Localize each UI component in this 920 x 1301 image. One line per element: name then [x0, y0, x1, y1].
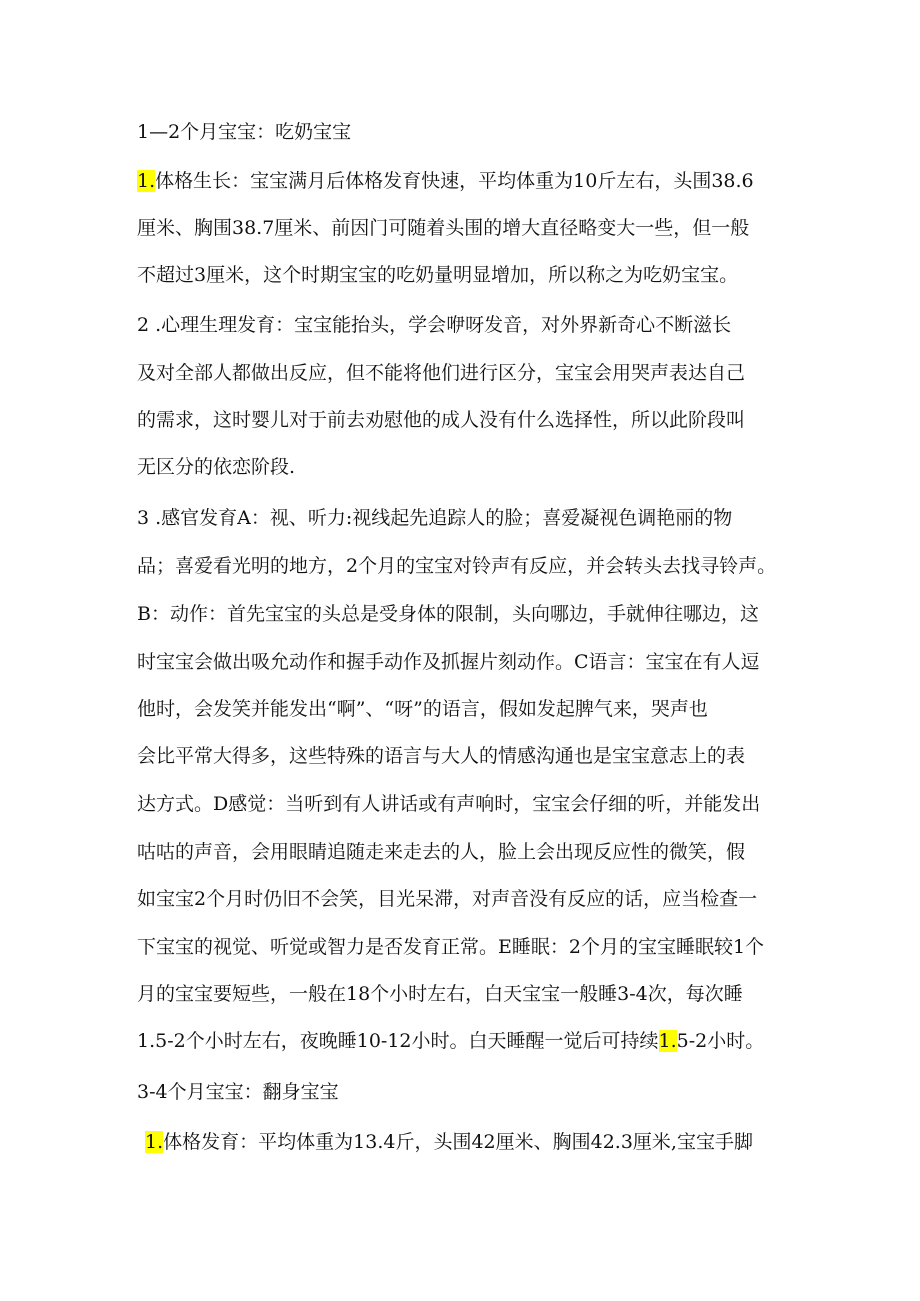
- paragraph-line: B：动作：首先宝宝的头总是受身体的限制，头向哪边，手就伸往哪边，这: [137, 603, 759, 625]
- paragraph-line: 下宝宝的视觉、听觉或智力是否发育正常。E睡眠：2个月的宝宝睡眠较1个: [137, 936, 765, 958]
- highlighted-number: 1.: [658, 1030, 677, 1052]
- paragraph-line: 1.体格生长：宝宝满月后体格发育快速，平均体重为10斤左右，头围38.6: [137, 170, 754, 192]
- highlighted-number: 1.: [145, 1131, 164, 1153]
- paragraph-line: 的需求，这时婴儿对于前去劝慰他的成人没有什么选择性，所以此阶段叫: [137, 409, 746, 431]
- paragraph-line: 时宝宝会做出吸允动作和握手动作及抓握片刻动作。C语言：宝宝在有人逗: [137, 651, 760, 673]
- paragraph-line: 他时，会发笑并能发出“啊”、“呀”的语言，假如发起脾气来，哭声也: [137, 698, 708, 720]
- paragraph-line: 月的宝宝要短些，一般在18个小时左右，白天宝宝一般睡3-4次，每次睡: [137, 983, 743, 1005]
- paragraph-line: 1.体格发育：平均体重为13.4斤，头围42厘米、胸围42.3厘米,宝宝手脚: [145, 1131, 753, 1153]
- section-heading-3-4-months: 3-4个月宝宝：翻身宝宝: [137, 1081, 339, 1103]
- paragraph-line: 达方式。D感觉：当听到有人讲话或有声响时，宝宝会仔细的听，并能发出: [137, 793, 761, 815]
- paragraph-line: 品；喜爱看光明的地方，2个月的宝宝对铃声有反应，并会转头去找寻铃声。: [137, 555, 777, 577]
- section-heading-1-2-months: 1—2个月宝宝：吃奶宝宝: [137, 121, 352, 143]
- paragraph-line: 厘米、胸围38.7厘米、前因门可随着头围的增大直径略变大一些，但一般: [137, 217, 750, 239]
- paragraph-line: 咕咕的声音，会用眼睛追随走来走去的人，脸上会出现反应性的微笑，假: [137, 841, 746, 863]
- paragraph-line: 及对全部人都做出反应，但不能将他们进行区分，宝宝会用哭声表达自己: [137, 362, 746, 384]
- paragraph-line: 3 .感官发育A：视、听力:视线起先追踪人的脸；喜爱凝视色调艳丽的物: [137, 507, 733, 529]
- paragraph-line: 如宝宝2个月时仍旧不会笑，目光呆滞，对声音没有反应的话，应当检查一: [137, 888, 758, 910]
- paragraph-line: 不超过3厘米，这个时期宝宝的吃奶量明显增加，所以称之为吃奶宝宝。: [137, 264, 739, 286]
- paragraph-line: 2 .心理生理发育：宝宝能抬头，学会咿呀发音，对外界新奇心不断滋长: [137, 314, 732, 336]
- paragraph-line: 会比平常大得多，这些特殊的语言与大人的情感沟通也是宝宝意志上的表: [137, 745, 746, 767]
- highlighted-number: 1.: [137, 170, 156, 192]
- paragraph-line: 1.5-2个小时左右，夜晚睡10-12小时。白天睡醒一觉后可持续1.5-2小时。: [137, 1030, 765, 1052]
- paragraph-line: 无区分的依恋阶段.: [137, 456, 296, 478]
